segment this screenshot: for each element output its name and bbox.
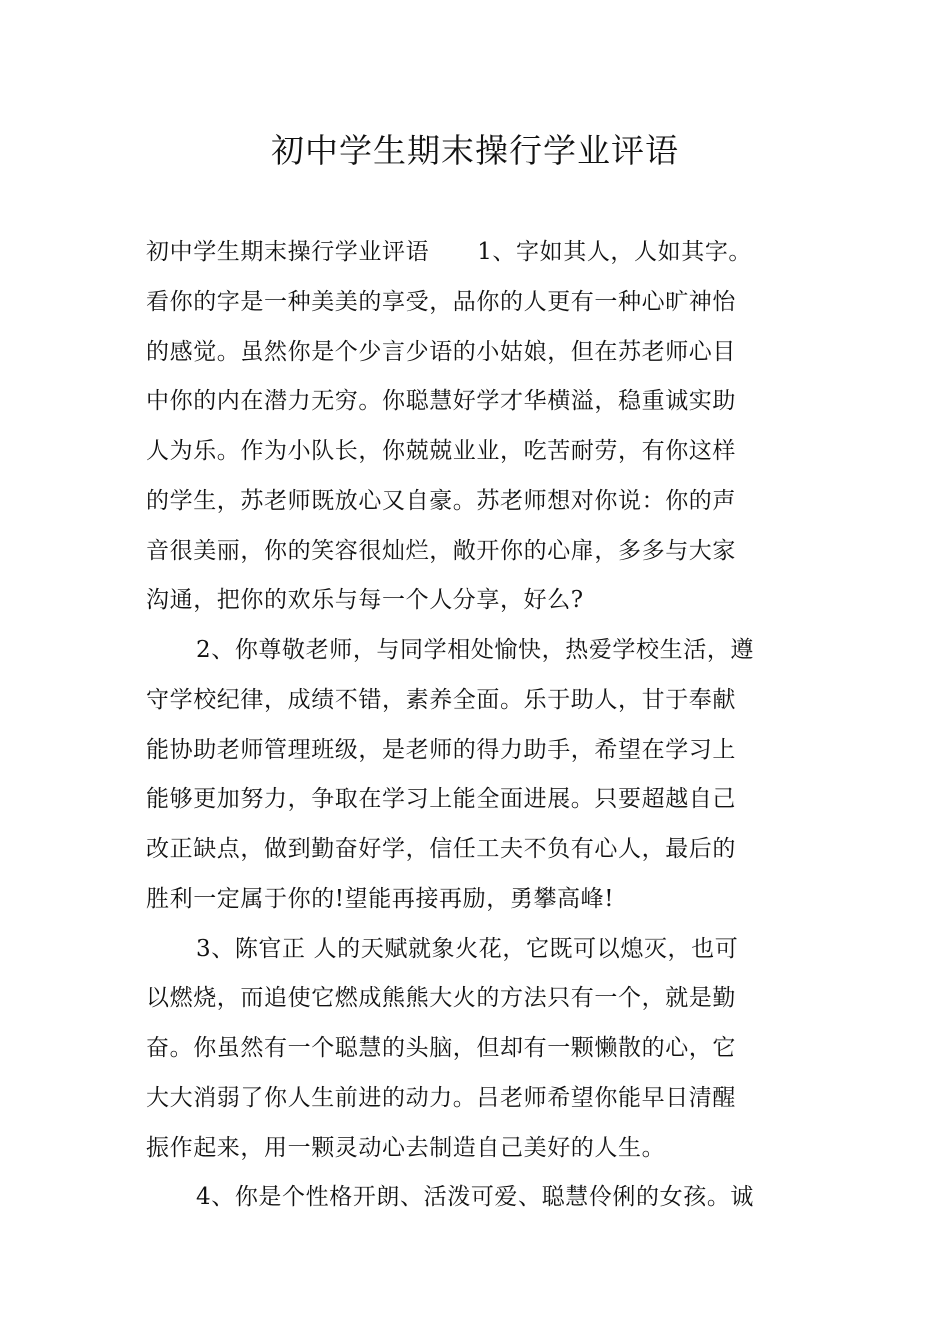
text-line-20: 4、你是个性格开朗、活泼可爱、聪慧伶俐的女孩。诚 xyxy=(196,1184,755,1211)
text-line-18: 大大消弱了你人生前进的动力。吕老师希望你能早日清醒 xyxy=(146,1084,736,1111)
text-line-11: 能协助老师管理班级，是老师的得力助手，希望在学习上 xyxy=(146,736,736,763)
text-line-14: 胜利一定属于你的!望能再接再励，勇攀高峰! xyxy=(146,885,615,912)
text-line-16: 以燃烧，而追使它燃成熊熊大火的方法只有一个，就是勤 xyxy=(146,985,736,1012)
text-line-2: 看你的字是一种美美的享受，品你的人更有一种心旷神怡 xyxy=(146,288,736,315)
text-line-1 xyxy=(146,228,806,278)
text-line-4: 中你的内在潜力无穷。你聪慧好学才华横溢，稳重诚实助 xyxy=(146,388,736,415)
document-body xyxy=(146,228,806,1223)
text-line-6: 的学生，苏老师既放心又自豪。苏老师想对你说：你的声 xyxy=(146,487,736,514)
item-1-start: 1、字如其人，人如其字。 xyxy=(477,239,753,265)
text-line-15: 3、陈官正 人的天赋就象火花，它既可以熄灭，也可 xyxy=(196,935,739,962)
intro-heading: 初中学生期末操行学业评语 xyxy=(146,239,430,265)
text-line-8: 沟通，把你的欢乐与每一个人分享，好么? xyxy=(146,587,584,614)
text-line-9: 2、你尊敬老师，与同学相处愉快，热爱学校生活，遵 xyxy=(196,637,755,663)
text-line-13: 改正缺点，做到勤奋好学，信任工夫不负有心人，最后的 xyxy=(146,836,736,862)
text-line-17: 奋。你虽然有一个聪慧的头脑，但却有一颗懒散的心，它 xyxy=(146,1035,736,1061)
text-line-7: 音很美丽，你的笑容很灿烂，敞开你的心扉，多多与大家 xyxy=(146,537,736,564)
text-line-19: 振作起来，用一颗灵动心去制造自己美好的人生。 xyxy=(146,1134,666,1161)
document-title: 初中学生期末操行学业评语 xyxy=(271,131,679,170)
text-line-3: 的感觉。虽然你是个少言少语的小姑娘，但在苏老师心目 xyxy=(146,338,736,365)
text-line-5: 人为乐。作为小队长，你兢兢业业，吃苦耐劳，有你这样 xyxy=(146,438,736,464)
text-line-12: 能够更加努力，争取在学习上能全面进展。只要超越自己 xyxy=(146,786,736,813)
text-line-10: 守学校纪律，成绩不错，素养全面。乐于助人，甘于奉献 xyxy=(146,686,736,713)
